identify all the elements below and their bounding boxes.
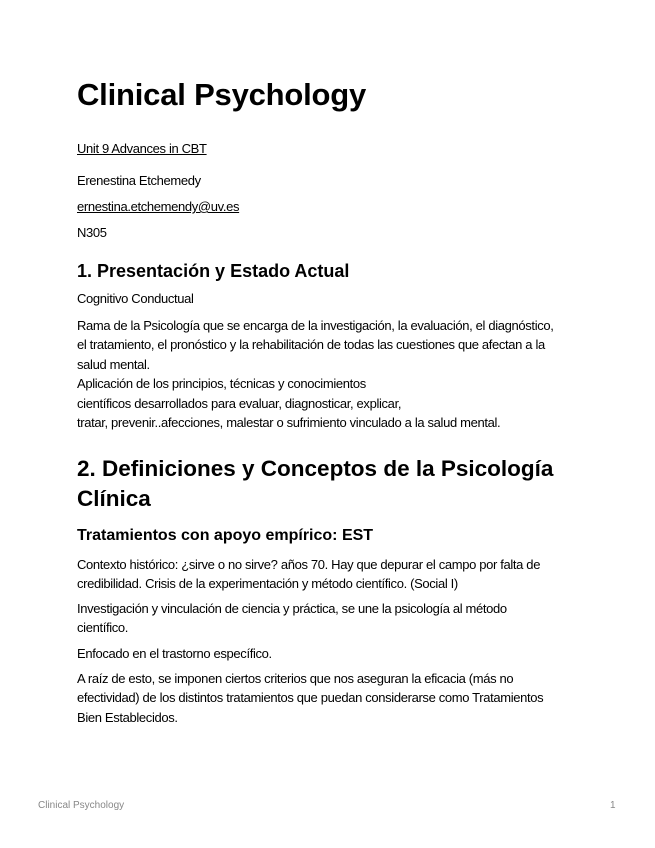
author-name: Erenestina Etchemedy [77,173,201,188]
section-2-paragraph-3 [77,644,592,663]
unit-link[interactable]: Unit 9 Advances in CBT [77,141,207,156]
paragraph-line: credibilidad. Crisis de la experimentación y método científico. (Social I) [77,576,458,592]
paragraph-line: científicos desarrollados para evaluar, diagnosticar, explicar, [77,395,402,411]
footer-title: Clinical Psychology [38,800,125,811]
paragraph-line: Contexto histórico: ¿sirve o no sirve? años 70. Hay que depurar el campo por falta de [77,557,541,572]
document-title: Clinical Psychology [77,77,367,112]
paragraph-line: tratar, prevenir..afecciones, malestar o sufrimiento vinculado a la salud mental. [77,415,501,431]
section-2-paragraph-2 [77,599,592,638]
section-2-heading: 2. Definiciones y Conceptos de la Psicología Clínica [77,456,554,511]
footer-page-number: 1 [610,800,616,811]
section-2-paragraph-1 [77,555,592,594]
paragraph-line: Aplicación de los principios, técnicas y conocimientos [77,376,366,392]
paragraph-line: Investigación y vinculación de ciencia y práctica, se une la psicología al método [77,601,507,616]
paragraph-line: A raíz de esto, se imponen ciertos criterios que nos aseguran la eficacia (más no [77,671,514,686]
paragraph-line: Rama de la Psicología que se encarga de la investigación, la evaluación, el diagnóstico, [77,318,554,333]
section-2-paragraph-4 [77,669,592,727]
section-2-subheading: Tratamientos con apoyo empírico: EST [77,527,374,544]
room-code: N305 [77,225,107,240]
paragraph-line: científico. [77,620,129,636]
paragraph-line: Bien Establecidos. [77,709,178,725]
paragraph-line: el tratamiento, el pronóstico y la rehabilitación de todas las cuestiones que afectan a la [77,337,545,353]
paragraph-line: efectividad) de los distintos tratamientos que puedan considerarse como Tratamientos [77,690,544,706]
paragraph-line: Enfocado en el trastorno específico. [77,646,272,661]
section-1-paragraph [77,316,592,432]
paragraph-line: salud mental. [77,356,150,372]
section-1-heading: 1. Presentación y Estado Actual [77,261,350,281]
section-1-subtitle: Cognitivo Conductual [77,291,194,306]
email-link[interactable]: ernestina.etchemendy@uv.es [77,199,240,214]
